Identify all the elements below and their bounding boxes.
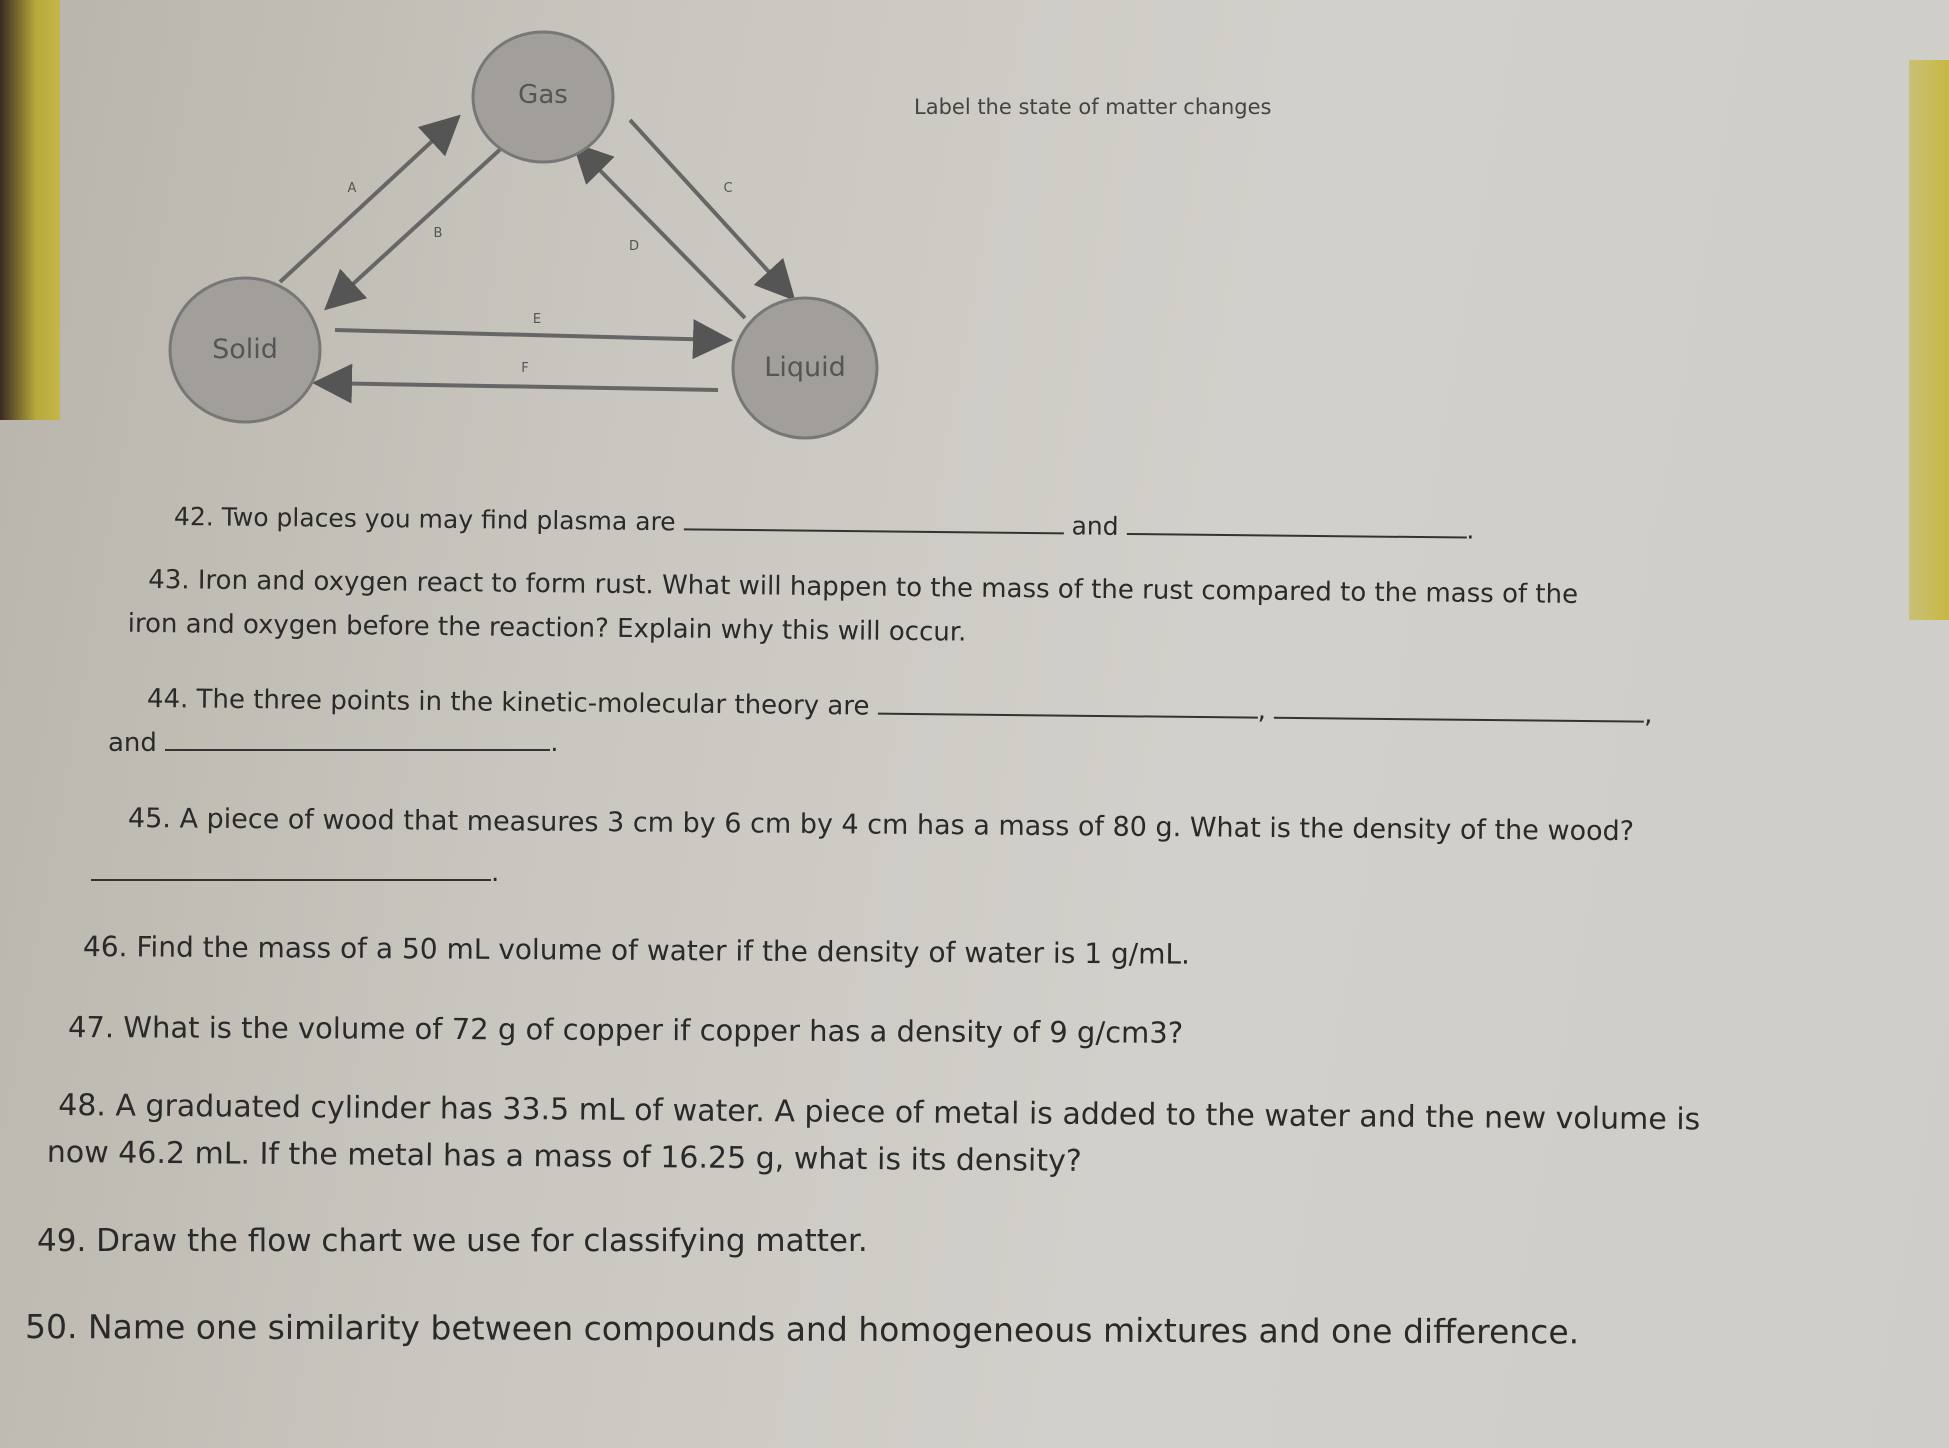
question-50: 50. Name one similarity between compounds and homogeneous mixtures and one difference. bbox=[24, 1307, 1580, 1352]
label-c: C bbox=[723, 181, 733, 196]
question-49: 49. Draw the flow chart we use for classifying matter. bbox=[37, 1223, 868, 1259]
arrow-f bbox=[320, 383, 718, 390]
label-f: F bbox=[521, 361, 529, 376]
q44-blank-2[interactable] bbox=[1274, 716, 1644, 723]
q43-line2: iron and oxygen before the reaction? Explain why this will occur. bbox=[127, 608, 967, 648]
arrow-b bbox=[330, 145, 505, 305]
question-45: 45. A piece of wood that measures 3 cm by 6 cm by 4 cm has a mass of 80 g. What is the density of the wood? bbox=[127, 803, 1635, 848]
q42-and: and bbox=[1071, 511, 1119, 541]
label-d: D bbox=[628, 239, 640, 254]
q44-blank-3[interactable] bbox=[165, 748, 550, 751]
question-44-cont: and . bbox=[108, 728, 559, 758]
label-a: A bbox=[347, 181, 357, 196]
question-46: 46. Find the mass of a 50 mL volume of water if the density of water is 1 g/mL. bbox=[82, 930, 1191, 971]
label-e: E bbox=[532, 312, 542, 327]
q45-blank[interactable] bbox=[91, 878, 491, 881]
arrow-c bbox=[630, 120, 790, 295]
question-47: 47. What is the volume of 72 g of copper if copper has a density of 9 g/cm3? bbox=[67, 1010, 1184, 1050]
solid-label: Solid bbox=[212, 334, 278, 365]
question-48 bbox=[46, 1088, 1701, 1184]
arrow-d bbox=[578, 148, 745, 318]
question-44: 44. The three points in the kinetic-molecular theory are , , bbox=[146, 684, 1653, 730]
q48-line2: now 46.2 mL. If the metal has a mass of 16.25 g, what is its density? bbox=[46, 1134, 1082, 1179]
diagram-instruction: Label the state of matter changes bbox=[914, 95, 1272, 119]
question-42: 42. Two places you may find plasma are and . bbox=[173, 502, 1475, 545]
q44-blank-1[interactable] bbox=[878, 712, 1258, 719]
q42-blank-2[interactable] bbox=[1126, 532, 1466, 539]
q48-line1: 48. A graduated cylinder has 33.5 mL of water. A piece of metal is added to the water and the new volume is bbox=[58, 1088, 1701, 1138]
q42-blank-1[interactable] bbox=[684, 527, 1064, 534]
question-43 bbox=[127, 565, 1579, 654]
liquid-label: Liquid bbox=[764, 352, 846, 383]
q44-text: 44. The three points in the kinetic-molecular theory are bbox=[146, 684, 870, 722]
q42-text: 42. Two places you may find plasma are bbox=[173, 502, 676, 537]
gas-label: Gas bbox=[518, 80, 568, 110]
q44-and: and bbox=[108, 728, 157, 758]
label-b: B bbox=[433, 226, 443, 241]
q43-line1: 43. Iron and oxygen react to form rust. What will happen to the mass of the rust compared to the mass of the bbox=[148, 565, 1579, 610]
question-45-answer: . bbox=[91, 858, 499, 888]
arrow-e bbox=[335, 330, 725, 340]
arrow-a bbox=[280, 120, 455, 282]
